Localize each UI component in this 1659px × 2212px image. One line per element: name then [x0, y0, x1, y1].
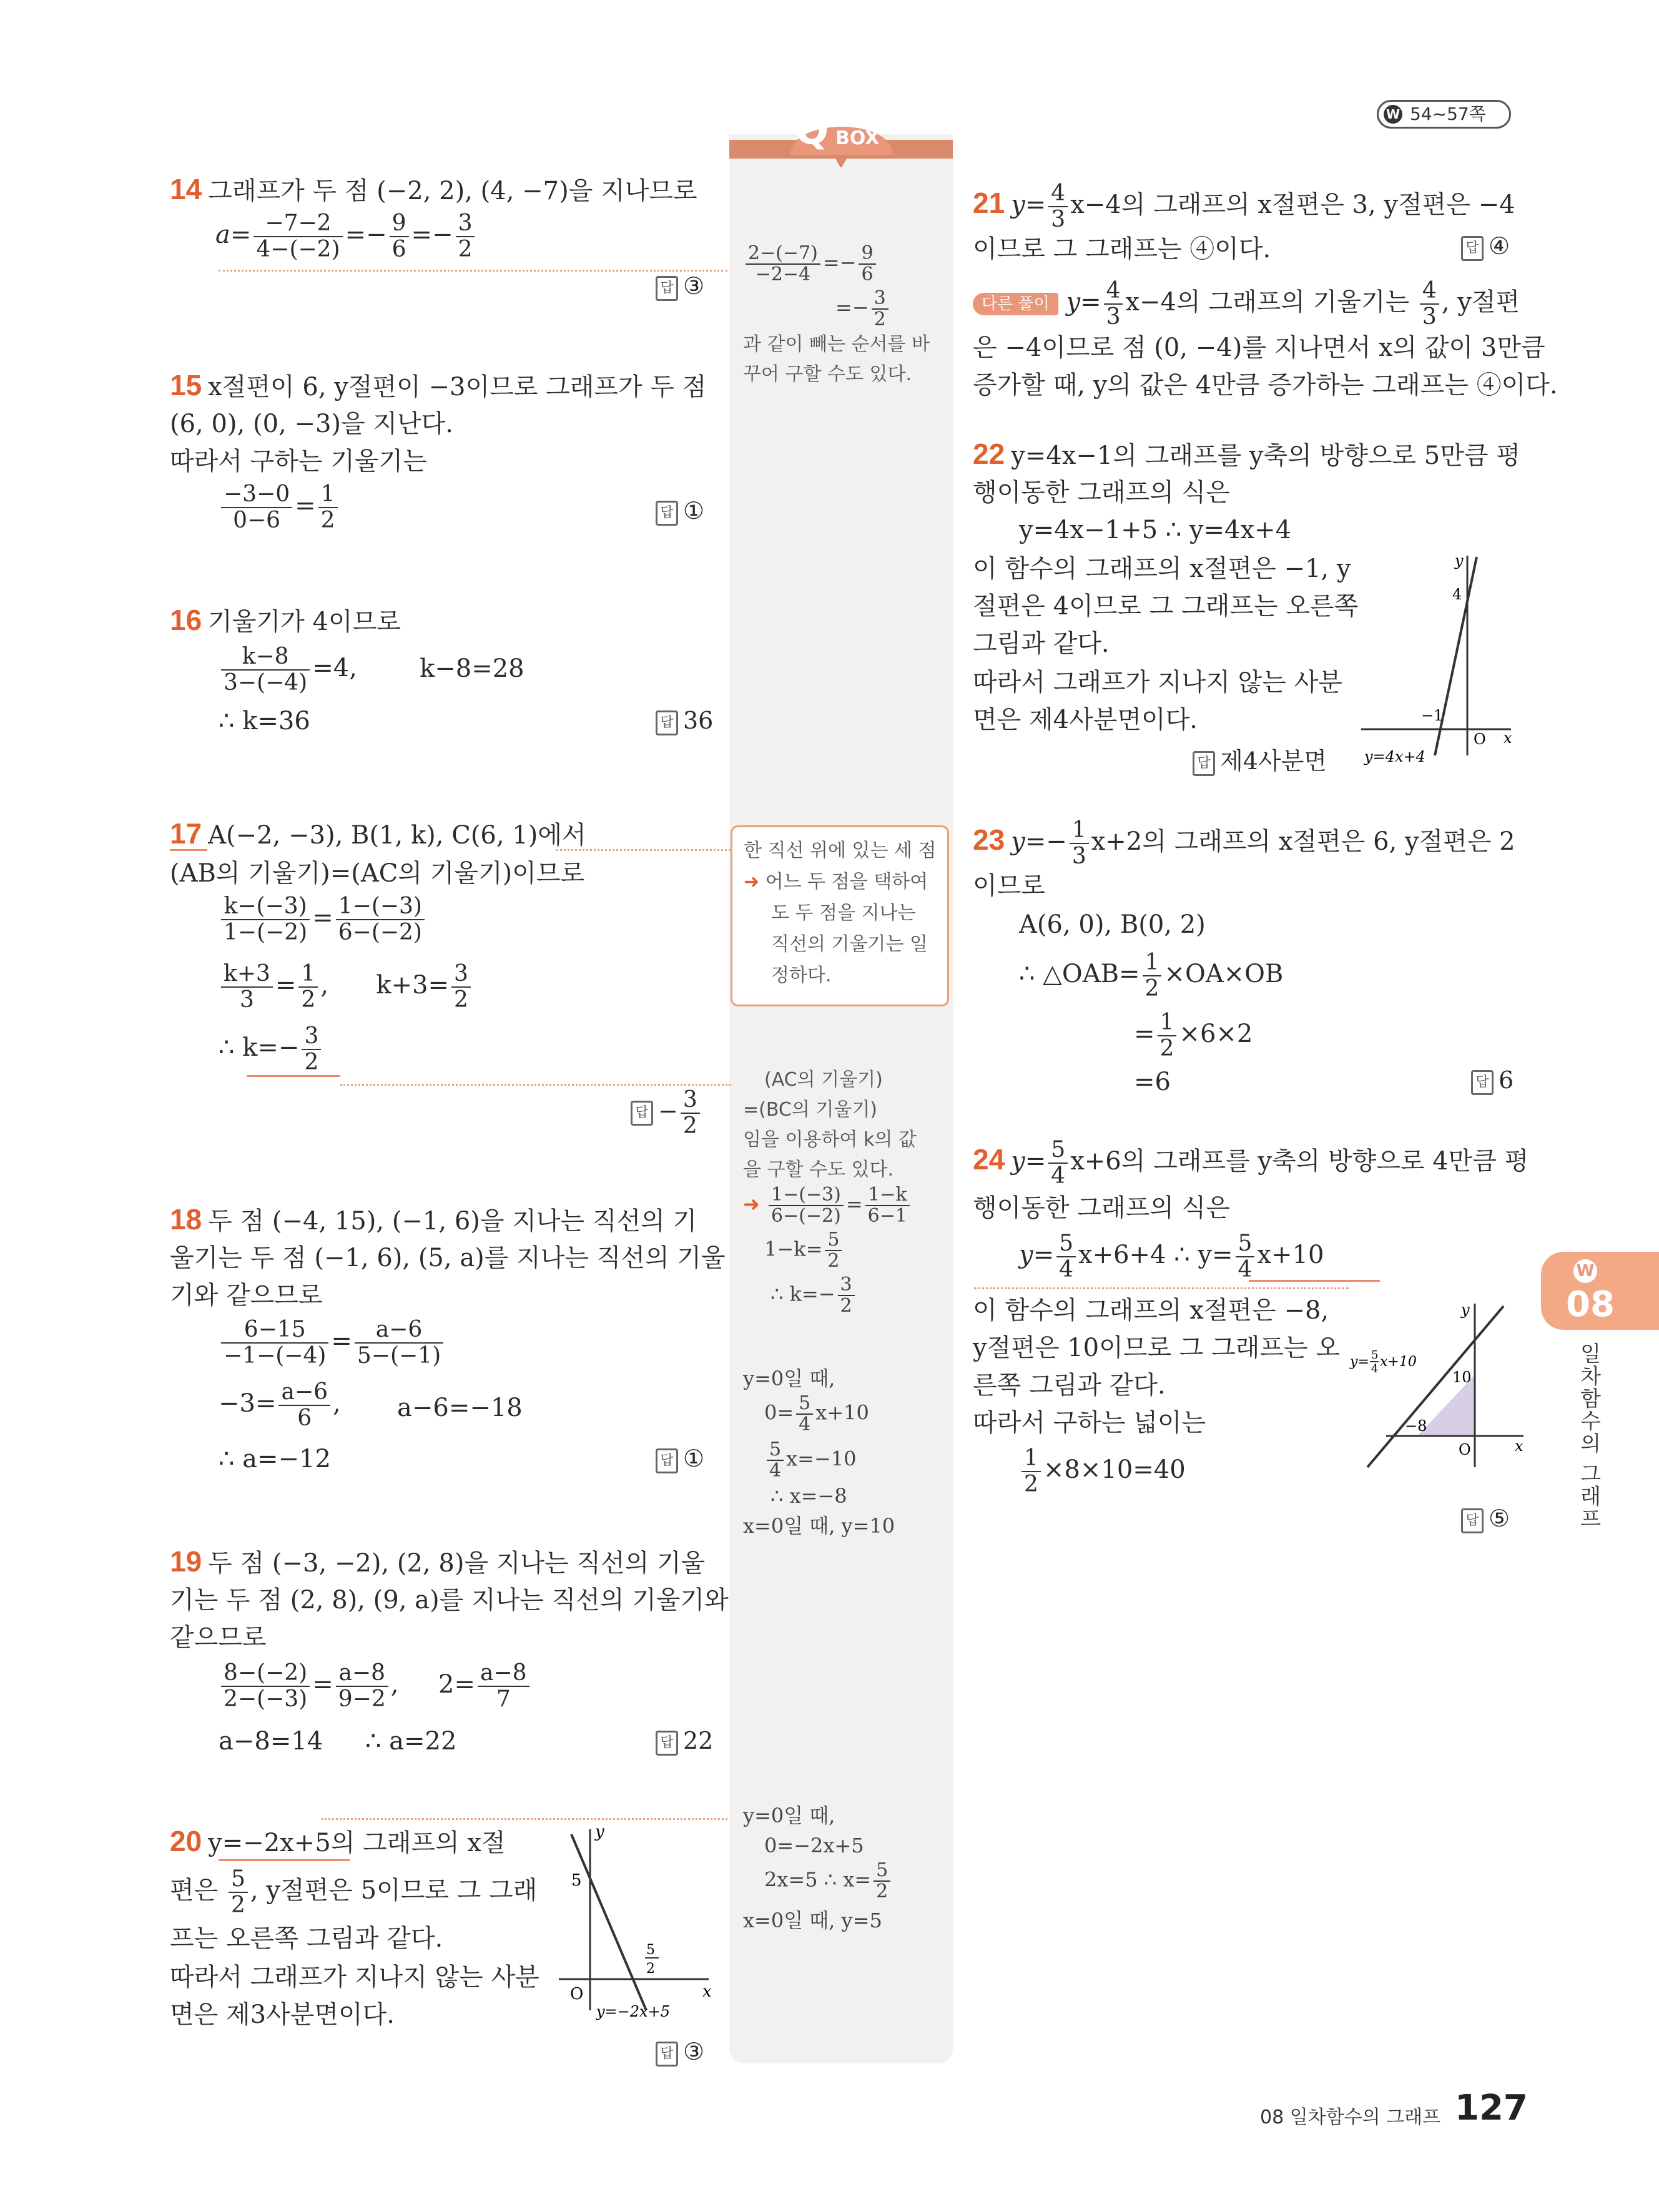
p23-line5: = $\frac{1}{2}$ ×6×2 — [1134, 1010, 1253, 1061]
problem-text: 두 점 (−3, −2), (2, 8)을 지나는 직선의 기울 — [208, 1549, 706, 1578]
p20-graph-label: y=−2x+5 — [596, 2003, 670, 2020]
svg-text:x: x — [702, 1982, 712, 2001]
problem-20 — [170, 1822, 506, 1862]
alt-solution-badge: 다른 풀이 — [973, 293, 1058, 315]
p21-alt-solution: 다른 풀이 y= $\frac{4}{3}$ x−4의 그래프의 기울기는 $\frac{4}{3}$ , y절편 — [973, 278, 1520, 330]
p21-line2: 이므로 그 그래프는 ④이다. — [973, 235, 1271, 263]
p22-graph — [1361, 549, 1517, 768]
qbox-note-24: y=0일 때, 0= $\frac{5}{4}$ x+10 $\frac{5}{4}$ x=−10 ∴ x=−8 x=0일 때, y=10 — [743, 1367, 895, 1538]
p22-line2: 행이동한 그래프의 식은 — [973, 478, 1230, 507]
p22-line6: 그림과 같다. — [973, 629, 1110, 658]
p14-connector — [219, 270, 727, 272]
problem-number: 14 — [170, 173, 202, 205]
problem-text: A(−2, −3), B(1, k), C(6, 1)에서 — [208, 821, 586, 850]
p22-line4: 이 함수의 그래프의 x절편은 −1, y — [973, 554, 1351, 583]
page-ref-badge — [1377, 100, 1511, 129]
problem-text: y=−2x+5의 그래프의 x절 — [208, 1829, 506, 1857]
svg-text:5: 5 — [646, 1942, 655, 1958]
page-ref-text: 54~57쪽 — [1410, 104, 1486, 124]
p20-graph — [553, 1823, 715, 2029]
svg-text:−8: −8 — [1405, 1417, 1427, 1435]
problem-text: y=4x−1의 그래프를 y축의 방향으로 5만큼 평 — [1011, 441, 1520, 470]
problem-18 — [170, 1200, 697, 1241]
qbox-tip-box: 한 직선 위에 있는 세 점 ➜ 어느 두 점을 택하여 도 두 점을 지나는 직선의 기울기는 일 정하다. — [731, 825, 949, 1006]
qbox-header — [729, 105, 953, 167]
svg-text:5: 5 — [1371, 1349, 1379, 1362]
problem-text: 기울기가 4이므로 — [208, 607, 401, 636]
p17-result-underline — [247, 1075, 340, 1077]
p24-line6: 른쪽 그림과 같다. — [973, 1371, 1166, 1400]
p24-line5: y절편은 10이므로 그 그래프는 오 — [973, 1334, 1341, 1362]
arrow-right-icon: ➜ — [744, 871, 760, 893]
problem-number: 17 — [170, 817, 202, 850]
p16-eq2: k−8=28 — [420, 654, 524, 683]
p18-answer: 답 ① — [656, 1445, 704, 1473]
problem-number: 16 — [170, 604, 202, 636]
svg-text:O: O — [1474, 730, 1486, 748]
problem-24: 24 y= $\frac{5}{4}$ x+6의 그래프를 y축의 방향으로 4만큼 평 — [973, 1137, 1529, 1189]
p17-connector — [556, 849, 731, 851]
svg-text:4: 4 — [1371, 1362, 1379, 1375]
p18-equation1: $\frac{6-15}{-1-(-4)}$ = $\frac{a-6}{5-(-1)}$ — [219, 1317, 446, 1369]
p17-connector2 — [340, 1084, 731, 1086]
problem-19 — [170, 1542, 705, 1583]
svg-text:x+10: x+10 — [1380, 1354, 1417, 1370]
p23-line4: ∴ △OAB= $\frac{1}{2}$ ×OA×OB — [1019, 950, 1284, 1001]
problem-text: x절편이 6, y절편이 −3이므로 그래프가 두 점 — [208, 373, 707, 401]
problem-number: 18 — [170, 1203, 202, 1236]
p22-line8: 면은 제4사분면이다. — [973, 705, 1198, 734]
problem-21: 21 y= $\frac{4}{3}$ x−4의 그래프의 x절편은 3, y절편은 −4 — [973, 180, 1515, 232]
p21-answer: 답 ④ — [1461, 232, 1510, 261]
problem-number: 24 — [973, 1143, 1005, 1176]
problem-15 — [170, 366, 706, 406]
p22-line3: y=4x−1+5 ∴ y=4x+4 — [1019, 516, 1292, 544]
p19-equation1: $\frac{8-(-2)}{2-(-3)}$ = $\frac{a-8}{9-2}$ , 2= $\frac{a-8}{7}$ — [219, 1661, 532, 1712]
svg-text:4: 4 — [1452, 586, 1462, 603]
p24-underline — [1249, 1280, 1380, 1282]
p15-equation: $\frac{-3-0}{0-6}$ = $\frac{1}{2}$ — [219, 482, 340, 533]
svg-text:10: 10 — [1452, 1369, 1472, 1386]
p23-answer: 답 6 — [1471, 1066, 1514, 1095]
p17-underline — [170, 849, 207, 851]
svg-text:−1: −1 — [1421, 707, 1444, 724]
problem-number: 21 — [973, 187, 1005, 219]
svg-text:O: O — [1459, 1441, 1471, 1458]
p20-line4: 따라서 그래프가 지나지 않는 사분 — [170, 1963, 539, 1992]
svg-text:x: x — [1515, 1437, 1524, 1455]
p14-equation: a= $\frac{-7-2}{4-(-2)}$ =− $\frac{9}{6}$ =− $\frac{3}{2}$ — [215, 211, 477, 262]
problem-17 — [170, 814, 586, 855]
p21-alt2: 은 −4이므로 점 (0, −4)를 지나면서 x의 값이 3만큼 — [973, 333, 1545, 362]
p24-line7: 따라서 구하는 넓이는 — [973, 1408, 1206, 1437]
p18-result: ∴ a=−12 — [219, 1445, 331, 1473]
p19-line3: 같으므로 — [170, 1623, 267, 1652]
p17-equation2: $\frac{k+3}{3}$ = $\frac{1}{2}$ , k+3= $\frac{3}{2}$ — [219, 961, 473, 1013]
p22-answer: 답 제4사분면 — [1193, 742, 1327, 776]
problem-16 — [170, 601, 401, 641]
chapter-title-vertical: 일차함수의 그래프 — [1576, 1342, 1601, 1530]
p24-line8: $\frac{1}{2}$ ×8×10=40 — [1019, 1446, 1186, 1497]
w-badge-icon: W — [1384, 105, 1402, 124]
p20-line5: 면은 제3사분면이다. — [170, 2000, 395, 2029]
problem-text: x+6의 그래프를 y축의 방향으로 4만큼 평 — [1070, 1147, 1529, 1176]
p21-alt3: 증가할 때, y의 값은 4만큼 증가하는 그래프는 ④이다. — [973, 371, 1558, 400]
problem-14 — [170, 170, 697, 210]
p24-line3: y= $\frac{5}{4}$ x+6+4 ∴ y= $\frac{5}{4}$ x+10 — [1019, 1231, 1324, 1282]
p22-line5: 절편은 4이므로 그 그래프는 오른쪽 — [973, 592, 1359, 621]
problem-text: x+2의 그래프의 x절편은 6, y절편은 2 — [1091, 827, 1515, 856]
arrow-right-icon: ➜ — [743, 1192, 760, 1216]
problem-22 — [973, 435, 1520, 475]
problem-23: 23 y=− $\frac{1}{3}$ x+2의 그래프의 x절편은 6, y절편은 2 — [973, 817, 1515, 869]
problem-number: 20 — [170, 1825, 202, 1857]
p18-equation2: −3= $\frac{a-6}{6}$ , — [219, 1379, 341, 1431]
p24-line2: 행이동한 그래프의 식은 — [973, 1194, 1230, 1222]
svg-text:5: 5 — [571, 1871, 582, 1890]
problem-number: 19 — [170, 1545, 202, 1578]
qbox-note-14: $\frac{2-(-7)}{-2-4}$ =− $\frac{9}{6}$ =− $\frac{3}{2}$ 과 같이 빼는 순서를 바 꾸어 구할 수도 있다. — [743, 242, 930, 385]
qbox-title-small: BOX — [835, 127, 880, 149]
chapter-number: 08 — [1566, 1284, 1615, 1325]
problem-number: 22 — [973, 438, 1005, 470]
p23-line3: A(6, 0), B(0, 2) — [1019, 910, 1206, 939]
problem-text: 그래프가 두 점 (−2, 2), (4, −7)을 지나므로 — [208, 177, 697, 205]
p24-graph — [1342, 1299, 1530, 1473]
p18-line3: 기와 같으므로 — [170, 1281, 323, 1310]
p18-eq-b: a−6=−18 — [397, 1394, 523, 1422]
p24-connector — [974, 1287, 1349, 1289]
svg-text:y: y — [1461, 1301, 1470, 1319]
p24-line4: 이 함수의 그래프의 x절편은 −8, — [973, 1296, 1329, 1325]
p16-equation: $\frac{k-8}{3-(-4)}$ =4, — [219, 644, 357, 696]
p19-line2: 기는 두 점 (2, 8), (9, a)를 지나는 직선의 기울기와 — [170, 1586, 729, 1615]
p23-line2: 이므로 — [973, 872, 1045, 900]
footer-chapter: 08 일차함수의 그래프 — [1260, 2106, 1441, 2128]
p20-line2: 편은 $\frac{5}{2}$ , y절편은 5이므로 그 그래 — [170, 1866, 538, 1918]
p22-line7: 따라서 그래프가 지나지 않는 사분 — [973, 668, 1342, 697]
p19-answer: 답 22 — [656, 1727, 713, 1756]
p15-line3: 따라서 구하는 기울기는 — [170, 447, 427, 476]
p17-equation1: $\frac{k-(-3)}{1-(-2)}$ = $\frac{1-(-3)}{6-(-2)}$ — [219, 894, 427, 945]
svg-text:y: y — [595, 1823, 604, 1841]
p14-answer: 답 ③ — [656, 272, 704, 301]
problem-text: x−4의 그래프의 x절편은 3, y절편은 −4 — [1070, 190, 1515, 219]
p16-answer: 답 36 — [656, 707, 713, 735]
qbox-note-20: y=0일 때, 0=−2x+5 2x=5 ∴ x= $\frac{5}{2}$ x=0일 때, y=5 — [743, 1801, 893, 1935]
p19-eq-b: ∴ a=22 — [365, 1727, 457, 1756]
svg-text:O: O — [570, 1985, 584, 2003]
p15-answer: 답 ① — [656, 497, 704, 526]
svg-text:2: 2 — [646, 1961, 655, 1977]
problem-number: 23 — [973, 823, 1005, 856]
p20-line3: 프는 오른쪽 그림과 같다. — [170, 1924, 443, 1953]
p24-answer: 답 ⑤ — [1461, 1505, 1510, 1533]
page-number: 127 — [1455, 2088, 1528, 2128]
w-badge-icon: W — [1573, 1259, 1597, 1283]
p19-eq-a: a−8=14 — [219, 1727, 323, 1756]
problem-number: 15 — [170, 369, 202, 401]
p20-connector — [322, 1818, 727, 1820]
p23-line6: =6 — [1134, 1068, 1171, 1096]
svg-text:x: x — [1504, 729, 1512, 747]
p17-equation3: ∴ k=− $\frac{3}{2}$ — [219, 1024, 323, 1075]
p20-underline — [219, 1859, 350, 1861]
qbox-title: Q — [795, 107, 829, 154]
p22-graph-label: y=4x+4 — [1364, 748, 1425, 765]
p20-answer: 답 ③ — [656, 2038, 704, 2067]
chapter-tab — [1541, 1252, 1659, 1330]
p16-result: ∴ k=36 — [219, 707, 310, 735]
p18-line2: 울기는 두 점 (−1, 6), (5, a)를 지나는 직선의 기울 — [170, 1244, 726, 1272]
p17-answer: 답 − $\frac{3}{2}$ — [631, 1088, 702, 1139]
svg-text:y=: y= — [1350, 1354, 1369, 1370]
problem-text: 두 점 (−4, 15), (−1, 6)을 지나는 직선의 기 — [208, 1207, 697, 1236]
p17-line2: (AB의 기울기)=(AC의 기울기)이므로 — [170, 859, 585, 888]
p15-line2: (6, 0), (0, −3)을 지난다. — [170, 410, 454, 438]
svg-text:y: y — [1455, 552, 1464, 569]
qbox-note-17: (AC의 기울기) =(BC의 기울기) 임을 이용하여 k의 값 을 구할 수도 있다. ➜ $\frac{1-(-3)}{6-(-2)}$ = $\frac{1-k}{6-1}$ 1−k= $\frac{5}{2}$ ∴ k=− $\frac{3}{2}$ — [743, 1069, 917, 1317]
